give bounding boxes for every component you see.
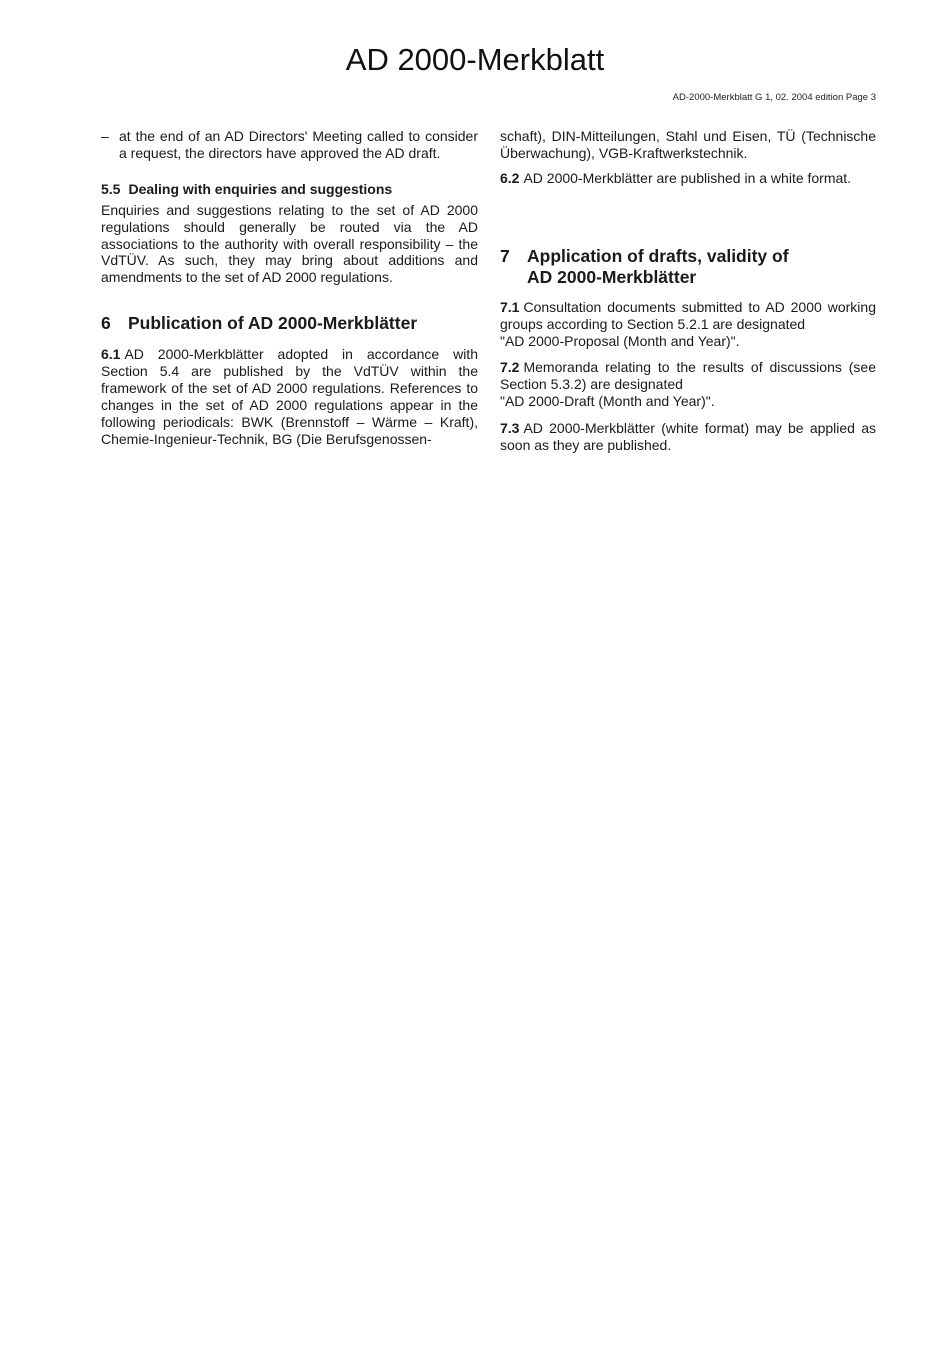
paragraph-text: Consultation documents submitted to AD 2000 working groups according to Section 5.2.1 are designated (500, 298, 876, 332)
list-item (101, 128, 478, 162)
section-title: Publication of AD 2000-Merkblätter (128, 313, 418, 334)
section-heading-6 (101, 313, 478, 334)
section-title-line-1: Application of drafts, validity of (527, 245, 789, 266)
paragraph-text: Memoranda relating to the results of discussions (see Section 5.3.2) are designated (500, 359, 876, 393)
paragraph-text: AD 2000-Merkblätter adopted in accordance with Section 5.4 are published by the VdTÜV within the framework of the set of AD 2000 regulations. References to changes in the set of AD 2000 regulations appear in the following periodicals: BWK (Brennstoff – Wärme – Kraft), Chemie-Ingenieur-Technik, BG (Die Berufsgenossen- (101, 346, 478, 447)
left-column (101, 128, 478, 448)
paragraph-number: 7.1 (500, 298, 520, 315)
paragraph-number: 7.2 (500, 359, 520, 376)
paragraph-number: 7.3 (500, 420, 520, 437)
designation-7-2: "AD 2000-Draft (Month and Year)". (500, 393, 715, 410)
paragraph-text: AD 2000-Merkblätter are published in a white format. (523, 169, 852, 186)
paragraph-number: 6.1 (101, 346, 121, 363)
paragraph-7-1 (500, 299, 876, 333)
subsection-heading-5-5 (101, 181, 478, 198)
subsection-number: 5.5 (101, 180, 121, 197)
section-number: 6 (101, 313, 111, 334)
paragraph-7-2 (500, 359, 876, 393)
section-number: 7 (500, 245, 510, 266)
paragraph-number: 6.2 (500, 169, 520, 186)
list-dash: – (101, 128, 109, 144)
subsection-title: Dealing with enquiries and suggestions (128, 180, 393, 197)
page-reference: AD-2000-Merkblatt G 1, 02. 2004 edition Page 3 (672, 92, 876, 103)
section-heading-7 (500, 246, 876, 288)
page-title: AD 2000-Merkblatt (345, 42, 605, 77)
paragraph-6-1 (101, 346, 478, 447)
designation-7-1: "AD 2000-Proposal (Month and Year)". (500, 332, 740, 349)
section-title-line-2: AD 2000-Merkblätter (527, 266, 697, 287)
right-column (500, 128, 876, 454)
paragraph-6-2 (500, 170, 876, 187)
paragraph-5-5: Enquiries and suggestions relating to the set of AD 2000 regulations should generally be routed via the AD associations to the authority with overall responsibility – the VdTÜV. As such, they may bring about additions and amendments to the set of AD 2000 regulations. (101, 201, 478, 286)
paragraph-7-3 (500, 420, 876, 454)
paragraph-6-1-continued: schaft), DIN-Mitteilungen, Stahl und Eisen, TÜ (Technische Überwachung), VGB-Kraftwerkstechnik. (500, 128, 876, 161)
paragraph-text: AD 2000-Merkblätter (white format) may be applied as soon as they are published. (500, 420, 876, 454)
section-title (527, 246, 876, 288)
list-item-text: at the end of an AD Directors' Meeting called to consider a request, the directors have approved the AD draft. (119, 128, 478, 161)
